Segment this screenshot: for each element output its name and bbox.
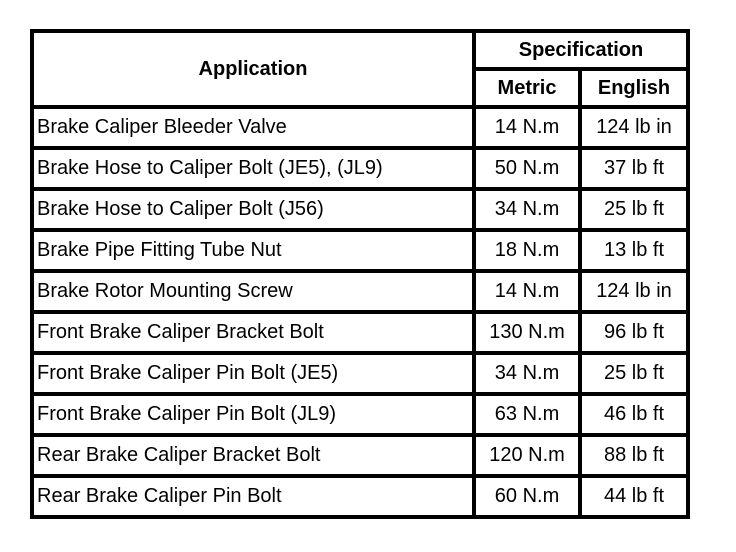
english-cell: 25 lb ft [580, 353, 688, 394]
application-cell: Front Brake Caliper Pin Bolt (JE5) [32, 353, 474, 394]
application-cell: Rear Brake Caliper Bracket Bolt [32, 435, 474, 476]
table-row [32, 312, 688, 353]
metric-cell: 14 N.m [474, 271, 580, 312]
application-cell: Brake Hose to Caliper Bolt (J56) [32, 189, 474, 230]
header-row [32, 31, 688, 69]
application-cell: Front Brake Caliper Bracket Bolt [32, 312, 474, 353]
english-cell: 46 lb ft [580, 394, 688, 435]
english-cell: 25 lb ft [580, 189, 688, 230]
application-cell: Rear Brake Caliper Pin Bolt [32, 476, 474, 517]
application-cell: Brake Pipe Fitting Tube Nut [32, 230, 474, 271]
application-header: Application [32, 31, 474, 107]
metric-cell: 60 N.m [474, 476, 580, 517]
application-cell: Front Brake Caliper Pin Bolt (JL9) [32, 394, 474, 435]
table-row [32, 107, 688, 148]
metric-cell: 34 N.m [474, 189, 580, 230]
english-cell: 13 lb ft [580, 230, 688, 271]
table-row [32, 148, 688, 189]
specification-header: Specification [474, 31, 688, 69]
english-cell: 37 lb ft [580, 148, 688, 189]
metric-cell: 50 N.m [474, 148, 580, 189]
table-row [32, 476, 688, 517]
torque-specification-table [30, 29, 690, 519]
english-cell: 124 lb in [580, 271, 688, 312]
table-row [32, 230, 688, 271]
table-row [32, 394, 688, 435]
english-cell: 88 lb ft [580, 435, 688, 476]
application-cell: Brake Caliper Bleeder Valve [32, 107, 474, 148]
application-cell: Brake Rotor Mounting Screw [32, 271, 474, 312]
table-row [32, 271, 688, 312]
metric-cell: 14 N.m [474, 107, 580, 148]
english-header: English [580, 69, 688, 107]
table-row [32, 353, 688, 394]
metric-cell: 18 N.m [474, 230, 580, 271]
metric-cell: 63 N.m [474, 394, 580, 435]
english-cell: 44 lb ft [580, 476, 688, 517]
application-cell: Brake Hose to Caliper Bolt (JE5), (JL9) [32, 148, 474, 189]
table-row [32, 189, 688, 230]
metric-cell: 120 N.m [474, 435, 580, 476]
metric-cell: 130 N.m [474, 312, 580, 353]
english-cell: 124 lb in [580, 107, 688, 148]
english-cell: 96 lb ft [580, 312, 688, 353]
table-row [32, 435, 688, 476]
metric-cell: 34 N.m [474, 353, 580, 394]
metric-header: Metric [474, 69, 580, 107]
